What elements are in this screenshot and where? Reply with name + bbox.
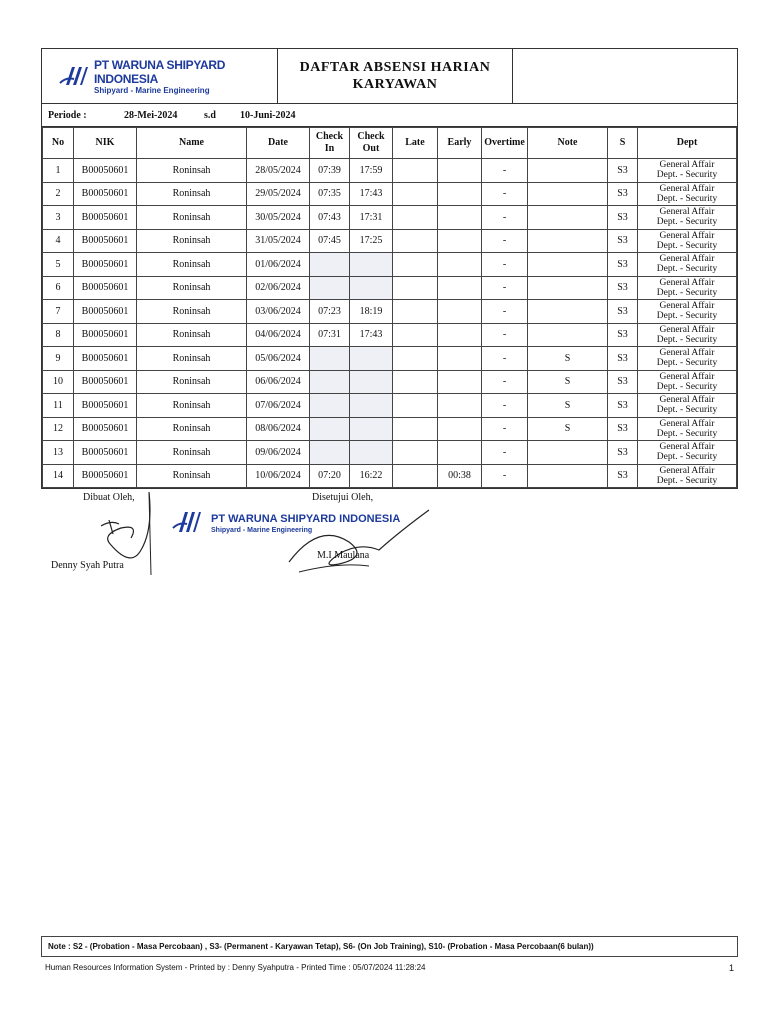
row-name: Roninsah [137,370,247,394]
row-dept-line-2: Dept. - Security [656,240,718,251]
row-nik: B00050601 [74,229,137,253]
row-check-in [310,441,350,465]
row-early [438,300,482,324]
period-start: 28-Mei-2024 [124,109,178,121]
row-overtime: - [482,441,528,465]
row-overtime: - [482,323,528,347]
row-dept [638,347,737,371]
row-name: Roninsah [137,159,247,183]
row-date: 10/06/2024 [247,464,310,488]
row-no: 11 [43,394,74,418]
row-early [438,206,482,230]
row-nik: B00050601 [74,253,137,277]
row-name: Roninsah [137,253,247,277]
row-dept-line-2: Dept. - Security [656,475,718,486]
row-nik: B00050601 [74,323,137,347]
row-check-out: 16:22 [350,464,393,488]
row-note [528,159,608,183]
row-s: S3 [608,441,638,465]
col-nik: NIK [74,128,137,159]
col-dept: Dept [638,128,737,159]
row-no: 2 [43,182,74,206]
row-dept-line-1: General Affair [659,465,715,476]
row-nik: B00050601 [74,370,137,394]
row-late [393,253,438,277]
row-note: S [528,370,608,394]
row-late [393,441,438,465]
row-dept-line-2: Dept. - Security [656,217,718,228]
row-note [528,229,608,253]
row-date: 09/06/2024 [247,441,310,465]
row-check-in: 07:45 [310,229,350,253]
row-check-out [350,370,393,394]
printed-info: Human Resources Information System - Printed by : Denny Syahputra - Printed Time : 05/07/2024 11:28:24 [45,963,426,972]
table-row [43,159,737,183]
row-note [528,323,608,347]
col-early: Early [438,128,482,159]
row-no: 12 [43,417,74,441]
row-s: S3 [608,417,638,441]
row-note: S [528,394,608,418]
row-overtime: - [482,347,528,371]
row-date: 28/05/2024 [247,159,310,183]
row-s: S3 [608,229,638,253]
row-dept-line-2: Dept. - Security [656,358,718,369]
title-line-2: KARYAWAN [352,77,438,92]
row-date: 03/06/2024 [247,300,310,324]
row-check-in: 07:31 [310,323,350,347]
company-tagline: Shipyard - Marine Engineering [94,85,210,95]
svg-text:Shipyard - Marine Engineering: Shipyard - Marine Engineering [211,527,313,534]
row-early: 00:38 [438,464,482,488]
period-separator: s.d [204,109,216,121]
row-late [393,464,438,488]
row-dept [638,276,737,300]
row-dept [638,300,737,324]
row-dept [638,206,737,230]
table-row [43,182,737,206]
col-note: Note [528,128,608,159]
col-no: No [43,128,74,159]
row-check-in: 07:35 [310,182,350,206]
row-dept-line-2: Dept. - Security [656,381,718,392]
row-check-out: 17:59 [350,159,393,183]
row-dept-line-1: General Affair [659,183,715,194]
row-name: Roninsah [137,323,247,347]
row-nik: B00050601 [74,347,137,371]
table-body [43,159,737,488]
row-dept-line-1: General Affair [659,348,715,359]
row-s: S3 [608,323,638,347]
row-overtime: - [482,253,528,277]
made-by-label: Dibuat Oleh, [83,492,135,503]
row-s: S3 [608,253,638,277]
row-early [438,417,482,441]
col-overtime: Overtime [482,128,528,159]
row-dept-line-1: General Affair [659,418,715,429]
row-date: 05/06/2024 [247,347,310,371]
row-dept [638,323,737,347]
row-early [438,182,482,206]
row-late [393,182,438,206]
row-dept [638,182,737,206]
row-dept [638,253,737,277]
row-no: 7 [43,300,74,324]
row-nik: B00050601 [74,206,137,230]
row-dept-line-1: General Affair [659,371,715,382]
row-no: 13 [43,441,74,465]
header [42,49,737,104]
row-check-out [350,276,393,300]
status-legend-note: Note : S2 - (Probation - Masa Percobaan) , S3- (Permanent - Karyawan Tetap), S6- (On Job Training), S10- (Probation - Masa Percobaan(6 bulan)) [41,936,738,957]
row-dept-line-2: Dept. - Security [656,193,718,204]
row-overtime: - [482,370,528,394]
period-label: Periode : [48,109,87,121]
row-s: S3 [608,464,638,488]
row-late [393,276,438,300]
row-early [438,347,482,371]
row-dept-line-2: Dept. - Security [656,311,718,322]
col-date: Date [247,128,310,159]
row-late [393,370,438,394]
table-row [43,300,737,324]
period-end: 10-Juni-2024 [240,109,296,121]
row-early [438,394,482,418]
col-s: S [608,128,638,159]
row-late [393,417,438,441]
table-row [43,253,737,277]
row-check-in [310,417,350,441]
table-row [43,417,737,441]
row-s: S3 [608,276,638,300]
table-row [43,441,737,465]
company-logo-icon [56,63,90,89]
row-name: Roninsah [137,441,247,465]
row-check-out: 18:19 [350,300,393,324]
row-check-in: 07:20 [310,464,350,488]
row-note: S [528,347,608,371]
row-dept-line-1: General Affair [659,230,715,241]
title-line-1: DAFTAR ABSENSI HARIAN [299,60,491,75]
row-check-out [350,347,393,371]
row-no: 14 [43,464,74,488]
row-overtime: - [482,394,528,418]
table-row [43,229,737,253]
row-check-in [310,253,350,277]
row-no: 5 [43,253,74,277]
row-dept [638,229,737,253]
row-check-out: 17:31 [350,206,393,230]
row-name: Roninsah [137,347,247,371]
row-check-out [350,253,393,277]
document-title [278,49,513,103]
row-check-in: 07:23 [310,300,350,324]
row-no: 9 [43,347,74,371]
attendance-sheet [41,48,738,489]
row-no: 4 [43,229,74,253]
row-date: 06/06/2024 [247,370,310,394]
row-early [438,276,482,300]
row-nik: B00050601 [74,464,137,488]
row-name: Roninsah [137,464,247,488]
company-logo [42,49,278,103]
row-s: S3 [608,394,638,418]
row-late [393,300,438,324]
row-late [393,206,438,230]
row-overtime: - [482,464,528,488]
row-check-out [350,417,393,441]
row-date: 02/06/2024 [247,276,310,300]
signature-approver-icon [279,502,439,582]
row-name: Roninsah [137,276,247,300]
row-date: 04/06/2024 [247,323,310,347]
row-check-in [310,276,350,300]
row-check-out: 17:43 [350,182,393,206]
row-check-in [310,370,350,394]
row-check-in [310,394,350,418]
row-note [528,206,608,230]
row-note [528,464,608,488]
row-late [393,323,438,347]
row-overtime: - [482,300,528,324]
row-overtime: - [482,229,528,253]
row-late [393,394,438,418]
table-row [43,206,737,230]
row-name: Roninsah [137,417,247,441]
signature-area [41,490,461,580]
row-no: 10 [43,370,74,394]
row-name: Roninsah [137,206,247,230]
row-no: 8 [43,323,74,347]
approved-name: M.I Maulana [317,550,370,561]
row-check-out [350,441,393,465]
row-check-out: 17:25 [350,229,393,253]
row-nik: B00050601 [74,159,137,183]
row-dept-line-1: General Affair [659,301,715,312]
row-note [528,182,608,206]
row-dept-line-2: Dept. - Security [656,428,718,439]
page-number: 1 [729,963,735,973]
row-early [438,229,482,253]
row-s: S3 [608,182,638,206]
table-row [43,276,737,300]
row-note [528,276,608,300]
row-s: S3 [608,206,638,230]
row-dept-line-1: General Affair [659,160,715,171]
row-check-in: 07:39 [310,159,350,183]
row-no: 1 [43,159,74,183]
row-early [438,159,482,183]
made-by-name: Denny Syah Putra [51,560,124,571]
row-dept [638,417,737,441]
row-dept-line-1: General Affair [659,207,715,218]
row-dept-line-2: Dept. - Security [656,170,718,181]
row-dept-line-2: Dept. - Security [656,452,718,463]
row-dept [638,441,737,465]
row-check-in [310,347,350,371]
row-late [393,347,438,371]
row-dept-line-2: Dept. - Security [656,264,718,275]
attendance-table [42,127,737,488]
col-late: Late [393,128,438,159]
approved-label: Disetujui Oleh, [312,492,374,503]
row-dept-line-2: Dept. - Security [656,334,718,345]
table-header [43,128,737,159]
row-dept-line-1: General Affair [659,277,715,288]
row-name: Roninsah [137,394,247,418]
table-row [43,394,737,418]
row-dept-line-2: Dept. - Security [656,287,718,298]
row-early [438,441,482,465]
row-late [393,159,438,183]
row-late [393,229,438,253]
row-note [528,253,608,277]
row-note [528,300,608,324]
row-note [528,441,608,465]
row-early [438,370,482,394]
svg-text:PT WARUNA SHIPYARD INDONESIA: PT WARUNA SHIPYARD INDONESIA [211,513,401,525]
row-dept-line-1: General Affair [659,324,715,335]
row-dept [638,370,737,394]
row-dept [638,159,737,183]
row-early [438,323,482,347]
table-row [43,370,737,394]
row-name: Roninsah [137,300,247,324]
row-date: 31/05/2024 [247,229,310,253]
row-overtime: - [482,206,528,230]
row-dept-line-1: General Affair [659,442,715,453]
row-date: 29/05/2024 [247,182,310,206]
row-early [438,253,482,277]
row-note: S [528,417,608,441]
table-row [43,323,737,347]
row-date: 30/05/2024 [247,206,310,230]
row-s: S3 [608,347,638,371]
row-overtime: - [482,276,528,300]
row-nik: B00050601 [74,300,137,324]
row-overtime: - [482,417,528,441]
row-date: 08/06/2024 [247,417,310,441]
row-no: 3 [43,206,74,230]
table-row [43,347,737,371]
row-name: Roninsah [137,182,247,206]
row-check-out [350,394,393,418]
row-nik: B00050601 [74,394,137,418]
row-dept [638,464,737,488]
blank-header-cell [513,49,737,103]
period-row [42,104,737,127]
row-dept-line-2: Dept. - Security [656,405,718,416]
row-s: S3 [608,159,638,183]
row-overtime: - [482,182,528,206]
row-no: 6 [43,276,74,300]
row-dept [638,394,737,418]
row-nik: B00050601 [74,182,137,206]
row-nik: B00050601 [74,276,137,300]
col-check-out: Check Out [350,128,393,159]
row-check-in: 07:43 [310,206,350,230]
row-s: S3 [608,300,638,324]
row-check-out: 17:43 [350,323,393,347]
row-name: Roninsah [137,229,247,253]
table-row [43,464,737,488]
row-dept-line-1: General Affair [659,254,715,265]
row-dept-line-1: General Affair [659,395,715,406]
col-check-in: Check In [310,128,350,159]
company-name: PT WARUNA SHIPYARD INDONESIA [94,57,226,86]
row-date: 01/06/2024 [247,253,310,277]
col-name: Name [137,128,247,159]
row-date: 07/06/2024 [247,394,310,418]
row-overtime: - [482,159,528,183]
row-s: S3 [608,370,638,394]
row-nik: B00050601 [74,441,137,465]
row-nik: B00050601 [74,417,137,441]
